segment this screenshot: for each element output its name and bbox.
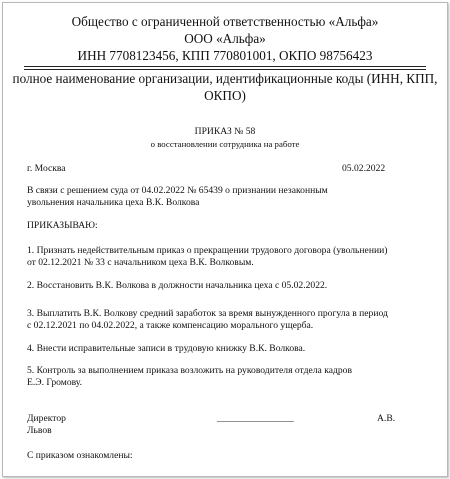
signature-position: Директор — [27, 413, 66, 424]
item-3-line1: 3. Выплатить В.К. Волкову средний заработок за время вынужденного прогула в период — [27, 308, 388, 319]
order-subtitle: о восстановлении сотрудника на работе — [150, 139, 300, 149]
item-5-line2: Е.Э. Громову. — [27, 377, 83, 388]
signature-surname: Львов — [27, 425, 52, 436]
acknowledged-label: С приказом ознакомлены: — [27, 450, 133, 461]
preamble-line2: увольнения начальника цеха В.К. Волкова — [27, 197, 200, 208]
item-1-line1: 1. Признать недействительным приказ о прекращении трудового договора (увольнении) — [27, 245, 388, 256]
org-short-name: ООО «Альфа» — [184, 31, 266, 46]
order-city: г. Москва — [27, 163, 66, 174]
signature-initials: А.В. — [377, 413, 396, 424]
org-full-name: Общество с ограниченной ответственностью «Альфа» — [71, 14, 379, 29]
header-caption-line2: ОКПО) — [204, 88, 246, 103]
document-page — [2, 2, 448, 477]
item-5-line1: 5. Контроль за выполнением приказа возложить на руководителя отдела кадров — [27, 365, 352, 376]
header-caption-line1: полное наименование организации, идентификационные коды (ИНН, КПП, — [12, 71, 438, 86]
item-3-line2: с 02.12.2021 по 04.02.2022, а также компенсацию морального ущерба. — [27, 320, 314, 331]
order-date: 05.02.2022 — [342, 163, 386, 174]
preamble-line1: В связи с решением суда от 04.02.2022 № 65439 о признании незаконным — [27, 185, 328, 196]
item-4-line1: 4. Внести исправительные записи в трудовую книжку В.К. Волкова. — [27, 343, 306, 354]
order-word: ПРИКАЗЫВАЮ: — [27, 220, 98, 231]
item-2-line1: 2. Восстановить В.К. Волкова в должности начальника цеха с 05.02.2022. — [27, 280, 328, 291]
header-divider-top — [24, 66, 426, 67]
signature-line: ________________ — [217, 413, 294, 424]
org-codes: ИНН 7708123456, КПП 770801001, ОКПО 98756423 — [77, 48, 373, 63]
order-title: ПРИКАЗ № 58 — [194, 126, 256, 137]
item-1-line2: от 02.12.2021 № 33 с начальником цеха В.К. Волковым. — [27, 257, 254, 268]
